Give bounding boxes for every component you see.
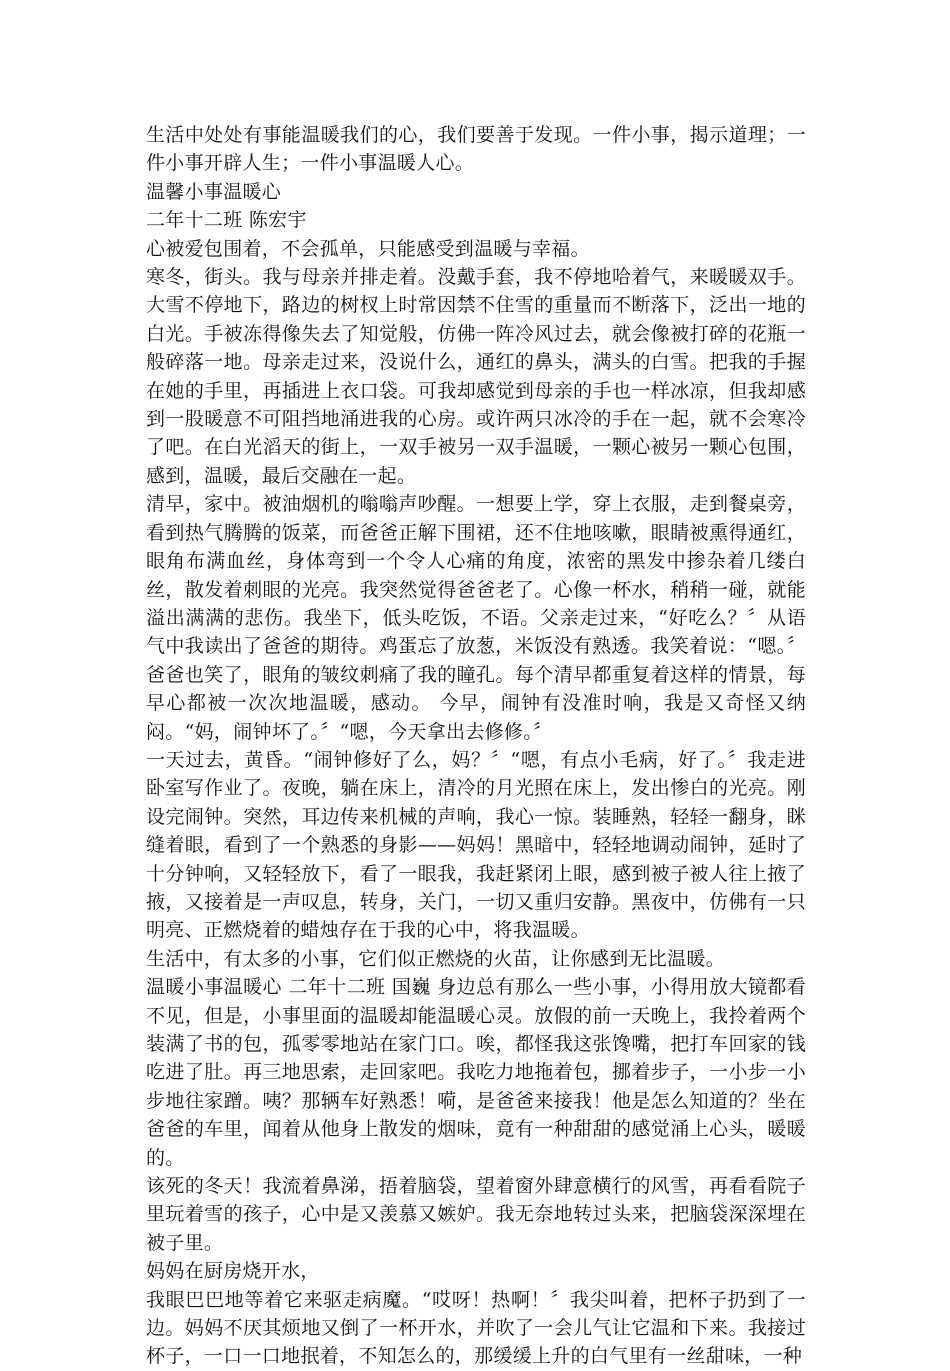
document-body bbox=[146, 121, 806, 1371]
paragraph-evening-clock: 一天过去，黄昏。“闹钟修好了么，妈？〞“嗯，有点小毛病，好了。〞我走进卧室写作业了。夜晚，躺在床上，清冷的月光照在床上，发出惨白的光亮。刚设完闹钟。突然，耳边传来机械的声响，我心一惊。装睡熟，轻轻一翻身，眯缝着眼，看到了一个熟悉的身影——妈妈！黑暗中，轻轻地调动闹钟，延时了十分钟响，又轻轻放下，看了一眼我，我赶紧闭上眼，感到被子被人往上掖了掖，又接着是一声叹息，转身，关门，一切又重归安静。黑夜中，仿佛有一只明亮、正燃烧着的蜡烛存在于我的心中，将我温暖。 bbox=[146, 748, 806, 942]
paragraph-winter-street: 寒冬，街头。我与母亲并排走着。没戴手套，我不停地哈着气，来暖暖双手。大雪不停地下，路边的树杈上时常因禁不住雪的重量而不断落下，泛出一地的白光。手被冻得像失去了知觉般，仿佛一阵冷风过去，就会像被打碎的花瓶一般碎落一地。母亲走过来，没说什么，通红的鼻头，满头的白雪。把我的手握在她的手里，再插进上衣口袋。可我却感觉到母亲的手也一样冰凉，但我却感到一股暖意不可阻挡地涌进我的心房。或许两只冰冷的手在一起，就不会寒冷了吧。在白光滔天的街上，一双手被另一双手温暖，一颗心被另一颗心包围，感到，温暖，最后交融在一起。 bbox=[146, 266, 806, 487]
paragraph-opening: 心被爱包围着，不会孤单，只能感受到温暖与幸福。 bbox=[146, 237, 590, 260]
paragraph-essay-2: 温暖小事温暖心 二年十二班 国巍 身边总有那么一些小事，小得用放大镜都看不见，但是，小事里面的温暖却能温暖心灵。放假的前一天晚上，我拎着两个装满了书的包，孤零零地站在家门口。唉，都怪我这张馋嘴，把打车回家的钱吃进了肚。再三地思索，走回家吧。我吃力地拖着包，挪着步子，一小步一小步地往家蹭。咦？那辆车好熟悉！嗬，是爸爸来接我！他是怎么知道的？坐在爸爸的车里，闻着从他身上散发的烟味，竟有一种甜甜的感觉涌上心头，暖暖的。 bbox=[146, 976, 806, 1169]
paragraph-cold-winter: 该死的冬天！我流着鼻涕，捂着脑袋，望着窗外肆意横行的风雪，再看看院子里玩着雪的孩子，心中是又羡慕又嫉妒。我无奈地转过头来，把脑袋深深埋在被子里。 bbox=[146, 1175, 806, 1254]
essay-title-1: 温馨小事温暖心 bbox=[146, 180, 282, 203]
paragraph-morning-home: 清早，家中。被油烟机的嗡嗡声吵醒。一想要上学，穿上衣服，走到餐桌旁，看到热气腾腾的饭菜，而爸爸正解下围裙，还不住地咳嗽，眼睛被熏得通红，眼角布满血丝，身体弯到一个令人心痛的角度，浓密的黑发中掺杂着几缕白丝，散发着刺眼的光亮。我突然觉得爸爸老了。心像一杯水，稍稍一碰，就能溢出满满的悲伤。我坐下，低头吃饭，不语。父亲走过来，“好吃么？〞从语气中我读出了爸爸的期待。鸡蛋忘了放葱，米饭没有熟透。我笑着说：“嗯。〞爸爸也笑了，眼角的皱纹刺痛了我的瞳孔。每个清早都重复着这样的情景，每早心都被一次次地温暖，感动。 今早，闹钟有没准时响，我是又奇怪又纳闷。“妈，闹钟坏了。〞“嗯，今天拿出去修修。〞 bbox=[146, 493, 806, 743]
paragraph-conclusion-1: 生活中，有太多的小事，它们似正燃烧的火苗，让你感到无比温暖。 bbox=[146, 947, 726, 970]
paragraph-boiling-water: 妈妈在厨房烧开水， bbox=[146, 1260, 320, 1283]
paragraph-intro: 生活中处处有事能温暖我们的心，我们要善于发现。一件小事，揭示道理；一件小事开辟人生；一件小事温暖人心。 bbox=[146, 124, 806, 175]
essay-author-1: 二年十二班 陈宏宇 bbox=[146, 209, 307, 232]
paragraph-hot-cup: 我眼巴巴地等着它来驱走病魔。“哎呀！热啊！〞我尖叫着，把杯子扔到了一边。妈妈不厌其烦地又倒了一杯开水，并吹了一会儿气让它温和下来。我接过杯子，一口一口地抿着，不知怎么的，那缓缓上升的白气里有一丝甜味，一种 bbox=[146, 1288, 806, 1368]
